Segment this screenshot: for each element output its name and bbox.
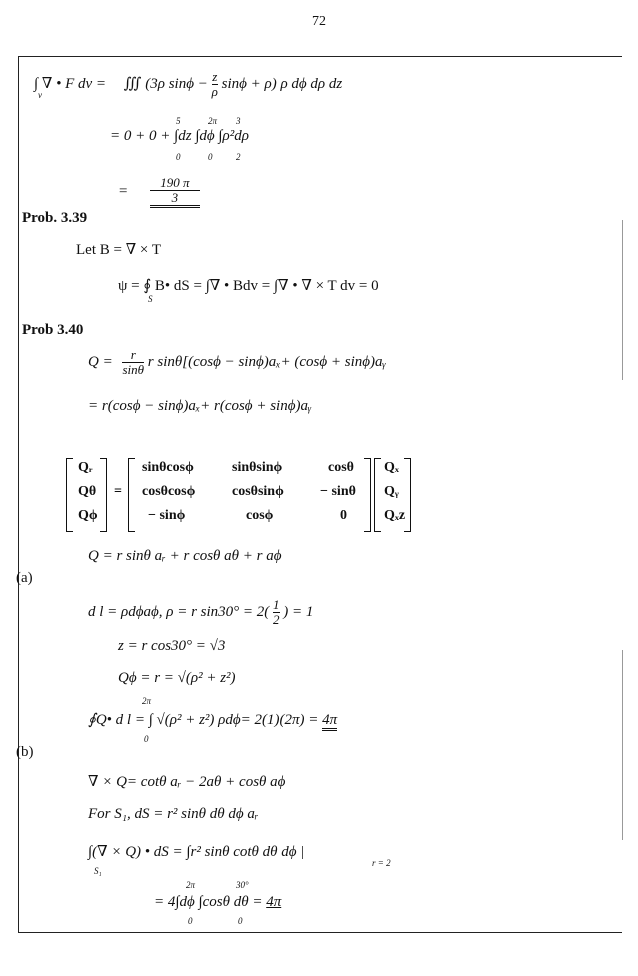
let-statement: Let B = ∇ × T	[76, 242, 162, 258]
curl-equation: ∇ × Q= cotθ aᵣ − 2aθ + cosθ aϕ	[88, 774, 286, 790]
integral-upper-limit: 2π	[142, 696, 152, 706]
transformation-matrix	[66, 458, 396, 534]
fraction-numerator: 190 π	[160, 175, 190, 190]
fraction-denominator: ρ	[211, 84, 218, 99]
fraction-denominator: 3	[150, 190, 200, 205]
part-label: (a)	[16, 570, 33, 586]
divergence-integral-equation	[34, 70, 342, 99]
problem-label: Prob. 3.39	[22, 210, 88, 226]
problem-label: Prob 3.40	[22, 322, 84, 338]
frame-left-rule	[18, 56, 19, 932]
z-equation: z = r cos30° = √3	[118, 638, 226, 654]
fraction-numerator: z	[212, 69, 218, 84]
integral-lower-limit: 0	[144, 734, 149, 744]
result-line	[118, 176, 200, 208]
frame-right-rule	[622, 650, 623, 840]
matrix-cell: sinθsinϕ	[232, 460, 283, 475]
bracket-right	[404, 458, 411, 532]
bracket-left	[128, 458, 135, 532]
matrix-lhs-entry: Qθ	[78, 484, 97, 499]
fraction-numerator: 1	[273, 597, 280, 612]
matrix-cell: cosθcosϕ	[142, 484, 196, 499]
integral-lower-limit: 0	[188, 916, 193, 926]
equation-part: ∮Q• d l = ∫ √(ρ² + z²) ρdϕ= 2(1)(2π) =	[88, 712, 319, 728]
matrix-rhs-entry: Qₓz	[384, 508, 406, 523]
frame-top-rule	[18, 56, 622, 57]
integral-upper-limit: 30°	[236, 880, 249, 890]
flux-equation: ψ = ∮ B• dS = ∫∇ • Bdv = ∫∇ • ∇ × T dv = 0	[118, 278, 379, 294]
fraction-denominator: sinθ	[122, 362, 145, 377]
matrix-cell: sinθcosϕ	[142, 460, 194, 475]
frame-bottom-rule	[18, 932, 622, 933]
fraction	[122, 348, 144, 377]
integral-upper-limit: 5	[176, 116, 181, 126]
bracket-right	[364, 458, 371, 532]
equation-lhs: Q =	[88, 353, 113, 370]
equation-part: ) = 1	[283, 603, 314, 620]
bracket-right	[100, 458, 107, 532]
fraction	[212, 70, 218, 99]
matrix-rhs-vector	[374, 458, 414, 534]
equation-part: = 4∫dϕ ∫cosθ dθ =	[154, 894, 263, 910]
answer-value: 4π	[322, 712, 337, 731]
page-number: 72	[312, 14, 326, 29]
fraction-numerator: r	[130, 347, 136, 362]
equation-rhs-part: ∭ (3ρ sinϕ −	[123, 75, 208, 92]
matrix-cell: 0	[340, 508, 347, 523]
integral-lower-limit: 0	[238, 916, 243, 926]
integral-expansion: = 0 + 0 + ∫dz ∫dϕ ∫ρ²dρ	[110, 128, 249, 144]
integral-lower-limit: 0	[176, 152, 181, 162]
integral-subscript: S₁	[94, 866, 102, 876]
q-spherical-form: Q = r sinθ aᵣ + r cosθ aθ + r aϕ	[88, 548, 282, 564]
fraction-denominator: 2	[273, 612, 280, 627]
matrix-cell: cosθsinϕ	[232, 484, 284, 499]
bracket-left	[374, 458, 381, 532]
fraction	[273, 598, 280, 627]
line-integral-equation	[88, 710, 337, 729]
bracket-left	[66, 458, 73, 532]
equation-rhs-part: r sinθ[(cosϕ − sinϕ)aₓ+ (cosϕ + sinϕ)aᵧ	[147, 353, 386, 370]
evaluation-bound: r = 2	[372, 858, 391, 868]
ds-equation: For S₁, dS = r² sinθ dθ dϕ aᵣ	[88, 806, 259, 822]
matrix-lhs-entry: Qᵣ	[78, 460, 93, 475]
part-label: (b)	[16, 744, 34, 760]
matrix-cell: − sinθ	[320, 484, 356, 499]
dl-equation	[88, 598, 313, 627]
q-phi-equation: Qϕ = r = √(ρ² + z²)	[118, 670, 236, 686]
matrix-cell: cosϕ	[246, 508, 274, 523]
answer-value: 4π	[266, 894, 282, 910]
integral-upper-limit: 2π	[208, 116, 218, 126]
matrix-rhs-entry: Qᵧ	[384, 484, 399, 499]
equation-rhs-part: sinϕ + ρ) ρ dϕ dρ dz	[221, 75, 343, 92]
result-fraction	[150, 176, 200, 208]
equation-part: d l = ρdϕaϕ, ρ = r sin30° = 2(	[88, 603, 270, 620]
matrix-cell: − sinϕ	[148, 508, 186, 523]
equals-sign: =	[114, 484, 122, 499]
matrix-rhs-entry: Qₓ	[384, 460, 399, 475]
q-vector-equation	[88, 348, 386, 377]
integral-upper-limit: 3	[236, 116, 241, 126]
q-cartesian-form: = r(cosϕ − sinϕ)aₓ+ r(cosϕ + sinϕ)aᵧ	[88, 398, 312, 414]
final-integral-equation	[154, 894, 281, 911]
integral-subscript: v	[38, 90, 42, 100]
integral-lower-limit: 0	[208, 152, 213, 162]
matrix-lhs-entry: Qϕ	[78, 508, 98, 523]
matrix-cell: cosθ	[328, 460, 354, 475]
integral-upper-limit: 2π	[186, 880, 196, 890]
frame-right-rule	[622, 220, 623, 380]
integral-lower-limit: 2	[236, 152, 241, 162]
integral-subscript: S	[148, 294, 153, 304]
equation-lhs: ∫ ∇ • F dv =	[34, 75, 107, 92]
surface-integral-equation: ∫(∇ × Q) • dS = ∫r² sinθ cotθ dθ dϕ |	[88, 844, 305, 860]
equals-sign: =	[118, 183, 129, 200]
